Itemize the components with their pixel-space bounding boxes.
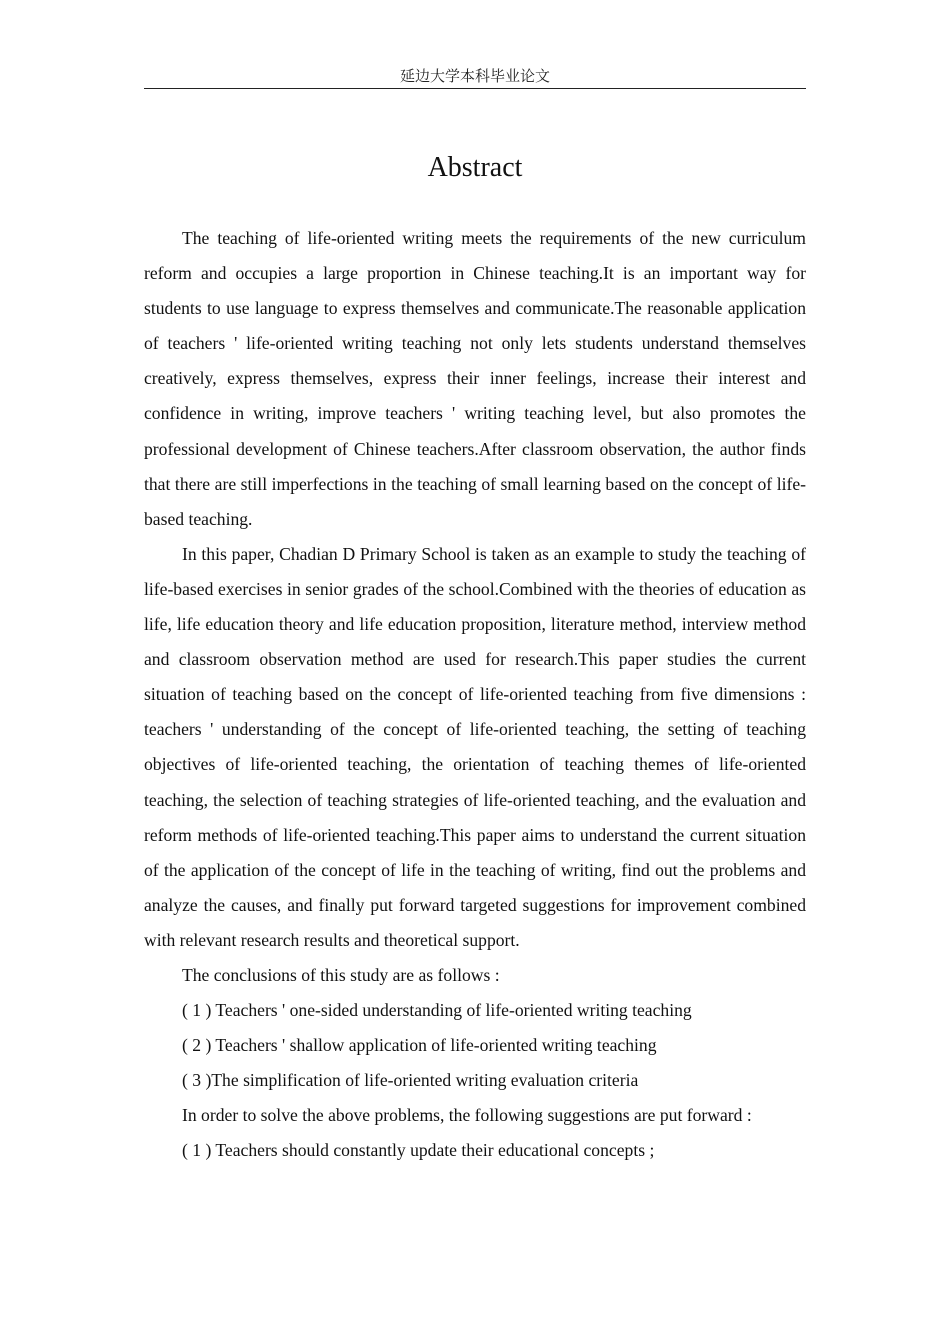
running-header: 延边大学本科毕业论文 <box>144 66 806 89</box>
conclusion-item: ( 2 ) Teachers ' shallow application of life-oriented writing teaching <box>182 1035 657 1056</box>
conclusion-item: ( 3 )The simplification of life-oriented writing evaluation criteria <box>182 1070 639 1091</box>
conclusion-item: ( 1 ) Teachers ' one-sided understanding of life-oriented writing teaching <box>182 1000 692 1021</box>
paragraph-method: In this paper, Chadian D Primary School is taken as an example to study the teaching of life-based exercises in senior grades of the school.Combined with the theories of education as life, life education theory and life education proposition, literature method, interview method and classroom observation method are used for research.This paper studies the current situation of teaching based on the concept of life-oriented teaching from five dimensions : teachers ' understanding of the concept of life-oriented teaching, the setting of teaching objectives of life-oriented teaching, the orientation of teaching themes of life-oriented teaching, the selection of teaching strategies of life-oriented teaching, and the evaluation and reform methods of life-oriented teaching.This paper aims to understand the current situation of the application of the concept of life in the teaching of writing, find out the problems and analyze the causes, and finally put forward targeted suggestions for improvement combined with relevant research results and theoretical support. <box>144 543 806 950</box>
suggestion-item: ( 1 ) Teachers should constantly update their educational concepts ; <box>182 1140 655 1161</box>
conclusions-lead: The conclusions of this study are as follows : <box>182 964 500 985</box>
paragraph-intro: The teaching of life-oriented writing meets the requirements of the new curriculum reform and occupies a large proportion in Chinese teaching.It is an important way for students to use language to express themselves and communicate.The reasonable application of teachers ' life-oriented writing teaching not only lets students understand themselves creatively, express themselves, express their inner feelings, increase their interest and confidence in writing, improve teachers ' writing teaching level, but also promotes the professional development of Chinese teachers.After classroom observation, the author finds that there are still imperfections in the teaching of small learning based on the concept of life-based teaching. <box>144 228 806 529</box>
abstract-body <box>144 221 806 1169</box>
abstract-title: Abstract <box>427 152 523 183</box>
suggestions-lead: In order to solve the above problems, the following suggestions are put forward : <box>182 1105 752 1126</box>
